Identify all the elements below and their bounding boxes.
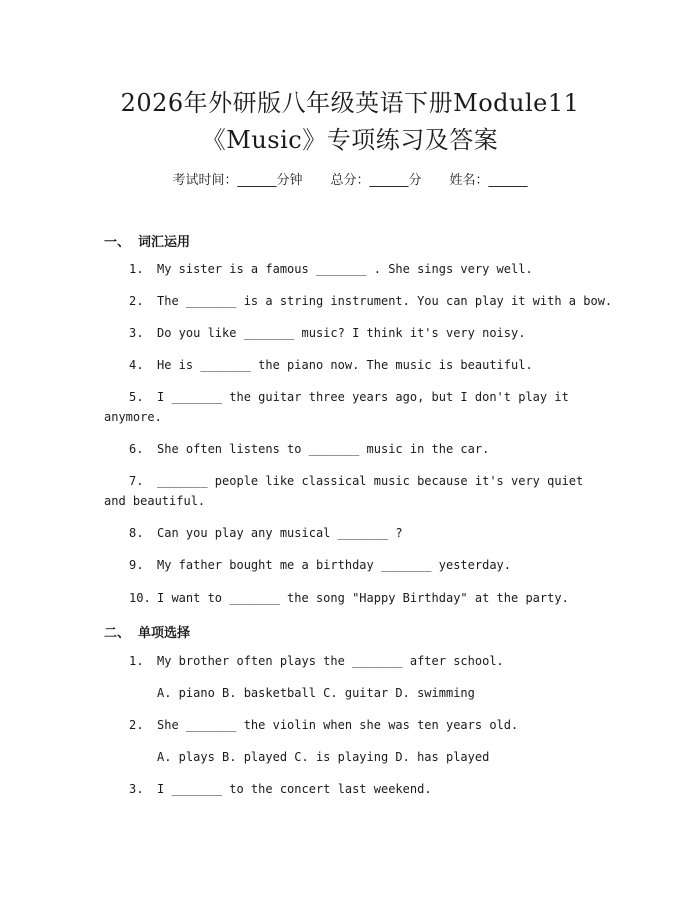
exam-info-line [0,169,700,188]
question-number: 7. [129,474,144,488]
question-text: My sister is a famous _______ . She sings very well. [157,262,533,276]
question-item [129,323,599,343]
question-number: 8. [129,526,144,540]
question-item [129,259,599,279]
question-text: She _______ the violin when she was ten years old. [157,718,519,732]
question-number: 2. [129,294,144,308]
question-item [104,471,596,511]
question-text: I _______ the guitar three years ago, but I don't play it anymore. [104,390,569,424]
question-item [129,355,599,375]
question-number: 3. [129,326,144,340]
section-heading [104,622,190,641]
question-item [129,439,599,459]
question-text: The _______ is a string instrument. You can play it with a bow. [157,294,613,308]
question-item [104,387,596,427]
question-text: Do you like _______ music? I think it's very noisy. [157,326,526,340]
page-subtitle: 《Music》专项练习及答案 [201,126,499,154]
question-text: Can you play any musical _______ ? [157,526,403,540]
question-text: I want to _______ the song "Happy Birthday" at the party. [157,591,569,605]
question-item [129,523,599,543]
question-item [129,291,613,311]
total-score-field: 总分：______分 [330,173,422,188]
section-title: 词汇运用 [138,235,191,250]
question-number: 6. [129,442,144,456]
section-title: 单项选择 [138,626,191,641]
question-text: My brother often plays the _______ after school. [157,654,504,668]
answer-options: A. piano B. basketball C. guitar D. swimming [157,686,475,700]
question-number: 10. [129,591,151,605]
question-item [129,779,599,799]
question-text: My father bought me a birthday _______ yesterday. [157,558,512,572]
question-item [129,651,599,671]
page-title: 2026年外研版八年级英语下册Module11 [120,89,580,117]
section-number: 一、 [104,235,131,250]
question-number: 2. [129,718,144,732]
question-text: He is _______ the piano now. The music is beautiful. [157,358,533,372]
question-item [129,555,599,575]
student-name-field: 姓名：______ [449,173,528,188]
section-heading [104,231,190,250]
question-number: 1. [129,654,144,668]
exam-time-field: 考试时间：______分钟 [172,173,303,188]
question-number: 9. [129,558,144,572]
question-item [129,715,599,735]
answer-options: A. plays B. played C. is playing D. has played [157,750,490,764]
question-number: 5. [129,390,144,404]
question-text: She often listens to _______ music in the car. [157,442,490,456]
question-item [129,588,599,608]
section-number: 二、 [104,626,131,641]
question-text: _______ people like classical music because it's very quiet and beautiful. [104,474,584,508]
question-number: 1. [129,262,144,276]
question-text: I _______ to the concert last weekend. [157,782,432,796]
question-number: 4. [129,358,144,372]
question-number: 3. [129,782,144,796]
